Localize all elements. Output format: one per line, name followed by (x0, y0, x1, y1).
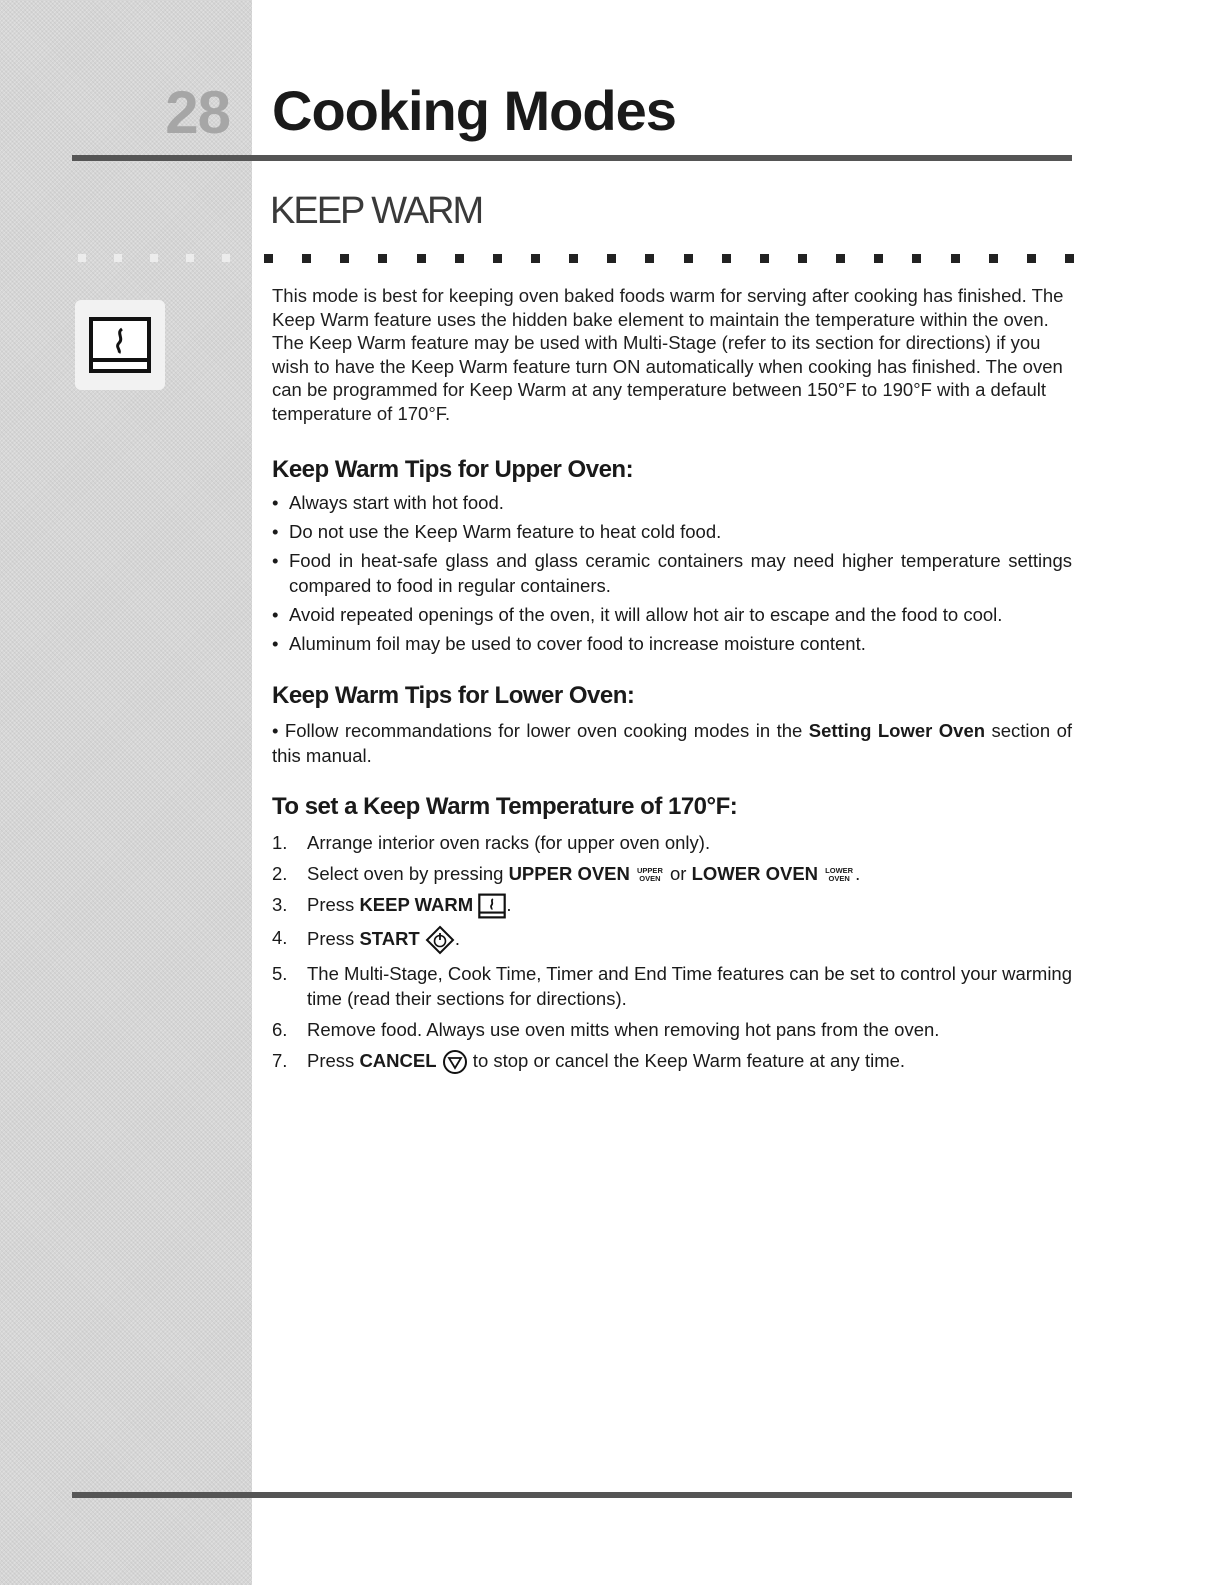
upper-tips-heading: Keep Warm Tips for Upper Oven: (272, 456, 634, 483)
upper-oven-key-icon: UPPER OVEN (637, 866, 663, 884)
list-item: 4. Press START . (272, 925, 1072, 955)
top-rule (72, 155, 1072, 161)
keep-warm-tile (75, 300, 165, 390)
upper-tips-list (272, 490, 1072, 660)
list-item: • Always start with hot food. (272, 490, 1072, 515)
cancel-icon (442, 1049, 468, 1075)
start-key: START (359, 928, 420, 949)
list-item: 3. Press KEEP WARM . (272, 892, 1072, 919)
list-item: 5. The Multi-Stage, Cook Time, Timer and End Time features can be set to control your warming time (read their sections for directions). (272, 963, 1073, 1010)
keep-warm-icon (478, 893, 506, 919)
page-title: Cooking Modes (272, 79, 676, 142)
keep-warm-icon (88, 316, 152, 374)
keep-warm-key: KEEP WARM (359, 894, 474, 915)
steps-heading: To set a Keep Warm Temperature of 170°F: (272, 793, 738, 820)
list-item: 1. Arrange interior oven racks (for upper oven only). (272, 832, 711, 853)
upper-oven-key: UPPER OVEN (508, 863, 630, 884)
lower-oven-key: LOWER OVEN (691, 863, 819, 884)
lower-tips-heading: Keep Warm Tips for Lower Oven: (272, 682, 635, 709)
lower-tip: • Follow recommandations for lower oven cooking modes in the Setting Lower Oven section of this manual. (272, 720, 1072, 766)
intro-paragraph: This mode is best for keeping oven baked foods warm for serving after cooking has finished. The Keep Warm feature uses the hidden bake element to maintain the temperature within the oven. The Keep Warm feature may be used with Multi-Stage (refer to its section for directions) if you wish to have the Keep Warm feature turn ON automatically when cooking has finished. The oven can be programmed for Keep Warm at any temperature between 150°F to 190°F with a default temperature of 170°F. (272, 285, 1064, 424)
list-item: 6. Remove food. Always use oven mitts when removing hot pans from the oven. (272, 1019, 940, 1041)
list-item: • Aluminum foil may be used to cover food to increase moisture content. (272, 631, 1072, 656)
sidebar-dot-row (78, 254, 230, 262)
bottom-rule (72, 1492, 1072, 1498)
page-number: 28 (165, 79, 230, 146)
list-item: 7. Press CANCEL to stop or cancel the Keep Warm feature at any time. (272, 1048, 1072, 1075)
cancel-key: CANCEL (359, 1050, 437, 1072)
list-item: • Food in heat-safe glass and glass ceramic containers may need higher temperature settings compared to food in regular containers. (272, 548, 1072, 598)
list-item: • Avoid repeated openings of the oven, it will allow hot air to escape and the food to cool. (272, 602, 1072, 627)
start-icon (425, 925, 455, 955)
section-title: KEEP WARM (270, 190, 483, 232)
lower-oven-key-icon: LOWER OVEN (825, 866, 854, 884)
steps-list (272, 830, 1072, 1081)
section-dot-row (264, 254, 1074, 263)
list-item: • Do not use the Keep Warm feature to heat cold food. (272, 519, 1072, 544)
list-item: 2. Select oven by pressing UPPER OVEN UPPER OVEN or LOWER OVEN LOWER OVEN . (272, 863, 861, 884)
setting-lower-oven-ref: Setting Lower Oven (808, 720, 986, 741)
sidebar-band (0, 0, 252, 1585)
